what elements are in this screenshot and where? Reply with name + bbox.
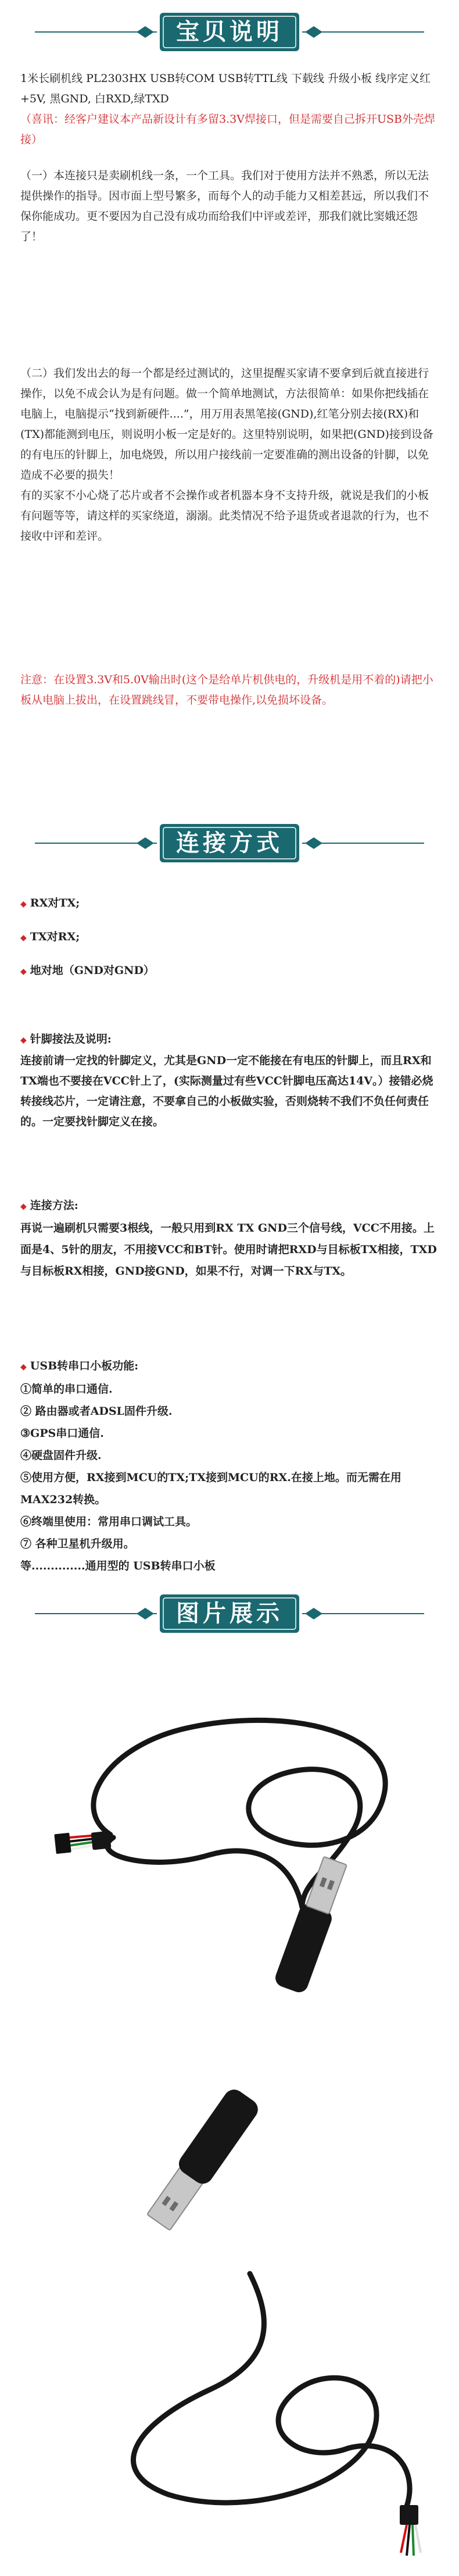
section-banner-gallery (0, 1582, 459, 1646)
function-item: ② 路由器或者ADSL固件升级. (20, 1405, 173, 1418)
para-3: 有的买家不小心烧了芯片或者不会操作或者机器本身不支持升级，就说是我们的小板有问题等等，请这样的买家绕道，溺溺。此类情况不给予退货或者退款的行为，也不接收中评和差评。 (20, 489, 429, 543)
section-banner-connection (0, 811, 459, 875)
notice-block (20, 670, 439, 711)
pin-rx: ◆ RX对TX; (20, 897, 80, 909)
method-heading: ◆ 连接方法: (20, 1199, 78, 1212)
function-item: ③GPS串口通信. (20, 1427, 104, 1440)
diamond-bullet-icon: ◆ (20, 1362, 27, 1372)
function-item: ⑤使用方便，RX接到MCU的TX;TX接到MCU的RX.在接上地。而无需在用MAX232转换。 (20, 1471, 401, 1506)
usb-functions-block (20, 1355, 439, 1577)
para-2: （二）我们发出去的每一个都是经过测试的，这里提醒买家请不要拿到后就直接进行操作，以免不成会认为是有问题。做一个简单地测试，方法很简单：如果你把线插在电脑上，电脑提示“找到新硬件....”，用万用表黑笔接(GND),红笔分别去接(RX)和(TX)都能测到电压，则说明小板一定是好的。这里特别说明，如果把(GND)接到设备的有电压的针脚上，加电烧毁，所以用户接线前一定要准确的测出设备的针脚，以免造成不必要的损失！ (20, 367, 433, 481)
product-description (20, 69, 439, 150)
function-item: ⑦ 各种卫星机升级用。 (20, 1537, 135, 1550)
function-item: ④硬盘固件升级. (20, 1449, 102, 1462)
intro-text: 1米长刷机线 PL2303HX USB转COM USB转TTL线 下载线 升级小板 线序定义红+5V, 黑GND, 白RXD,绿TXD (20, 72, 431, 105)
banner-title: 连接方式 (176, 830, 283, 857)
notice-text: 注意：在设置3.3V和5.0V输出时(这个是给单片机供电的，升级机是用不着的)请把小板从电脑上拔出，在设置跳线冒，不要带电操作,以免损坏设备。 (20, 673, 433, 707)
product-photo-1 (0, 1663, 459, 2070)
diamond-bullet-icon: ◆ (20, 967, 27, 976)
function-item: ⑥终端里使用：常用串口调试工具。 (20, 1515, 198, 1528)
para-1: （一）本连接只是卖刷机线一条，一个工具。我们对于使用方法并不熟悉，所以无法提供操作的指导。因市面上型号繁多，而每个人的动手能力又相差甚远，所以我们不保你能成功。更不要因为自己没有成功而给我们中评或差评，那我们就比窦娥还怨了！ (20, 169, 429, 243)
function-item: 等..............通用型的 USB转串口小板 (20, 1560, 216, 1572)
function-item: ①简单的串口通信. (20, 1383, 113, 1396)
diamond-bullet-icon: ◆ (20, 900, 27, 909)
diamond-bullet-icon: ◆ (20, 933, 27, 943)
good-news-warning: （喜讯：经客户建议本产品新设计有多留3.3V焊接口，但是需要自己拆开USB外壳焊接） (20, 113, 435, 146)
pin-tx: ◆ TX对RX; (20, 930, 80, 943)
pin-definition-block (20, 1029, 439, 1132)
disclaimer-paragraph-1 (20, 166, 439, 247)
banner-title: 宝贝说明 (176, 19, 283, 45)
pin-mapping-list (20, 887, 439, 988)
diamond-bullet-icon: ◆ (20, 1202, 27, 1211)
diamond-bullet-icon: ◆ (20, 1036, 27, 1045)
product-photo-2 (0, 2088, 459, 2564)
func-heading: ◆ USB转串口小板功能: (20, 1360, 139, 1372)
connection-method-block (20, 1195, 439, 1282)
usb-cable-image (0, 1663, 459, 2070)
pin-text: 连接前请一定找的针脚定义，尤其是GND一定不能接在有电压的针脚上，而且RX和TX端也不要接在VCC针上了，(实际测量过有些VCC针脚电压高达14V。）接错必烧转接线芯片，一定请注意，不要拿自己的小板做实验，否则烧转不我们不负任何责任的。一定要找针脚定义在接。 (20, 1054, 433, 1128)
pin-heading: ◆ 针脚接法及说明: (20, 1033, 112, 1046)
section-banner-description (0, 0, 459, 64)
usb-cable-image (0, 2088, 459, 2564)
disclaimer-paragraph-2 (20, 363, 439, 547)
banner-title: 图片展示 (176, 1600, 283, 1627)
pin-gnd: ◆ 地对地（GND对GND） (20, 964, 155, 977)
method-text: 再说一遍刷机只需要3根线，一般只用到RX TX GND三个信号线，VCC不用接。上面是4、5针的朋友，不用接VCC和BT针。使用时请把RXD与目标板TX相接，TXD与目标板RX相接，GND接GND，如果不行，对调一下RX与TX。 (20, 1222, 437, 1278)
